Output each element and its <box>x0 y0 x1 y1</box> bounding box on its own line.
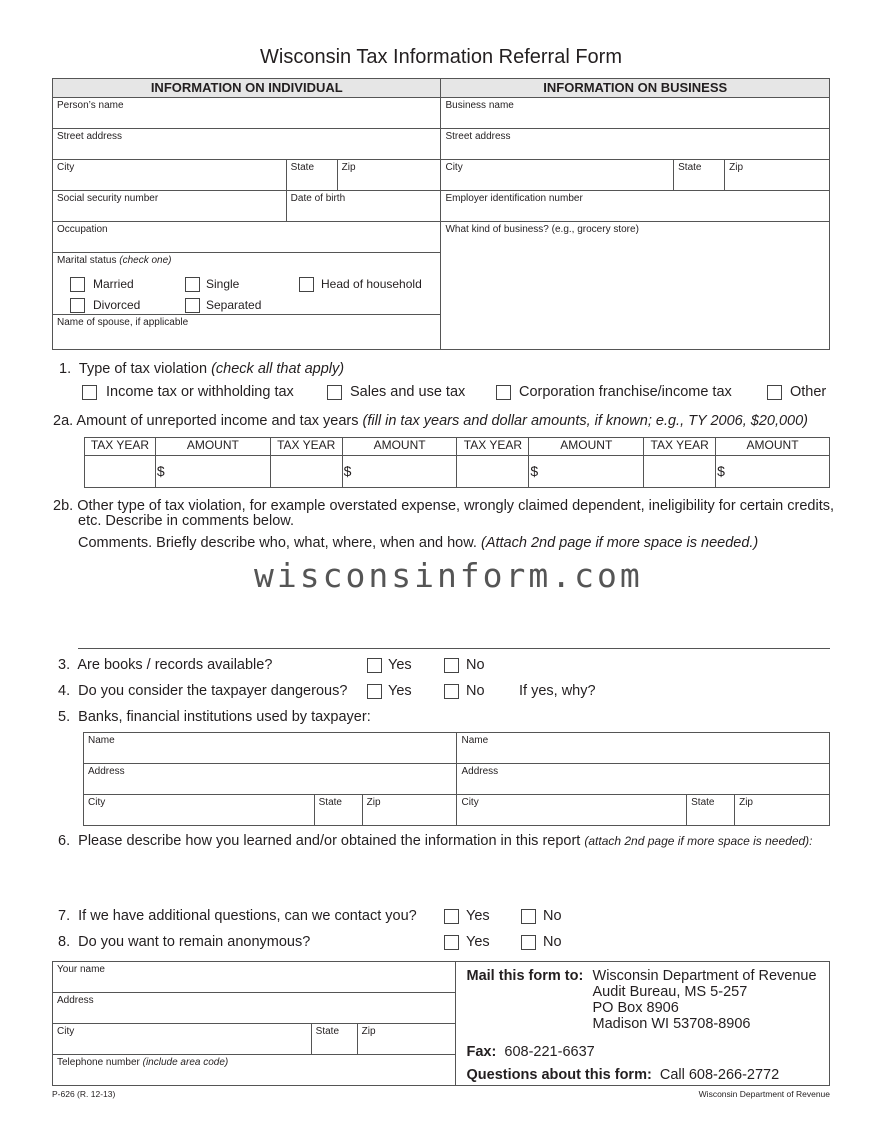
q2a-line: 2a. Amount of unreported income and tax years (fill in tax years and dollar amounts, if known; e.g., TY 2006, $20,000) <box>53 413 808 429</box>
business-name-field[interactable] <box>441 98 830 129</box>
ein-field[interactable] <box>441 191 830 222</box>
amount-input[interactable]: $ <box>342 456 457 488</box>
q4-why-label: If yes, why? <box>519 683 596 699</box>
q7-yes-option[interactable]: Yes <box>444 908 490 924</box>
bank1-name-label: Name <box>88 735 115 746</box>
q4-yes-checkbox[interactable] <box>367 684 382 699</box>
questions-line: Questions about this form: Call 608-266-2772 <box>466 1067 780 1083</box>
q3-yes-checkbox[interactable] <box>367 658 382 673</box>
business-zip-field[interactable] <box>725 160 830 191</box>
q6-line: 6. Please describe how you learned and/or obtained the information in this report (attach 2nd page if more space is needed): <box>58 833 813 849</box>
mail-info-box <box>455 962 829 1086</box>
business-street-label: Street address <box>445 131 511 142</box>
tax-year-table <box>84 437 830 488</box>
fax-line: Fax: 608-221-6637 <box>466 1044 595 1060</box>
married-option[interactable]: Married <box>70 277 134 292</box>
bank2-name-label: Name <box>461 735 489 746</box>
comments-divider <box>78 648 830 649</box>
watermark: wisconsinform.com <box>254 556 643 595</box>
telephone-field[interactable] <box>53 1055 456 1086</box>
bank2-state-label: State <box>691 797 715 808</box>
amount-input[interactable]: $ <box>529 456 644 488</box>
business-kind-label: What kind of business? (e.g., grocery store) <box>445 224 639 235</box>
tax-year-header: TAX YEAR <box>270 438 342 456</box>
other-checkbox[interactable] <box>767 385 782 400</box>
divorced-checkbox[interactable] <box>70 298 85 313</box>
q8-no-checkbox[interactable] <box>521 935 536 950</box>
form-id: P-626 (R. 12-13) <box>52 1089 116 1099</box>
corporation-checkbox[interactable] <box>496 385 511 400</box>
sales-tax-checkbox[interactable] <box>327 385 342 400</box>
business-city-label: City <box>445 162 463 173</box>
q3-yes-option[interactable]: Yes <box>367 657 412 673</box>
bank2-address-field[interactable] <box>457 764 830 795</box>
banks-table <box>83 732 830 826</box>
married-checkbox[interactable] <box>70 277 85 292</box>
q7-no-checkbox[interactable] <box>521 909 536 924</box>
q1-sales-tax-option[interactable]: Sales and use tax <box>327 384 465 400</box>
individual-header: INFORMATION ON INDIVIDUAL <box>53 79 441 98</box>
bank2-state-field[interactable] <box>687 795 735 826</box>
tax-year-header: TAX YEAR <box>644 438 716 456</box>
separated-checkbox[interactable] <box>185 298 200 313</box>
income-tax-checkbox[interactable] <box>82 385 97 400</box>
bank2-zip-field[interactable] <box>735 795 830 826</box>
spouse-name-field[interactable] <box>53 315 441 350</box>
q3-line: 3. Are books / records available? <box>58 657 273 673</box>
bank2-zip-label: Zip <box>739 797 753 808</box>
your-name-label: Your name <box>57 964 105 975</box>
q1-line: 1. Type of tax violation (check all that apply) <box>59 361 345 377</box>
q7-line: 7. If we have additional questions, can we contact you? <box>58 908 417 924</box>
q2b-line1: 2b. Other type of tax violation, for example overstated expense, wrongly claimed dependent, ineligibility for certain credits, <box>53 498 835 514</box>
mail-line1: Wisconsin Department of Revenue <box>592 968 817 984</box>
your-address-label: Address <box>57 995 94 1006</box>
amount-input[interactable]: $ <box>155 456 270 488</box>
bank1-state-field[interactable] <box>314 795 362 826</box>
tax-year-input[interactable] <box>457 456 529 488</box>
q8-line: 8. Do you want to remain anonymous? <box>58 934 311 950</box>
bank1-address-label: Address <box>88 766 125 777</box>
individual-zip-label: Zip <box>341 162 356 173</box>
business-kind-field[interactable] <box>441 222 830 350</box>
ssn-field[interactable] <box>53 191 287 222</box>
business-name-label: Business name <box>445 100 514 111</box>
your-city-field[interactable] <box>53 1024 312 1055</box>
q4-yes-option[interactable]: Yes <box>367 683 412 699</box>
your-zip-field[interactable] <box>357 1024 455 1055</box>
reporter-table <box>52 961 830 1086</box>
q1-corporation-option[interactable]: Corporation franchise/income tax <box>496 384 732 400</box>
q1-other-option[interactable]: Other <box>767 384 826 400</box>
individual-city-field[interactable] <box>53 160 287 191</box>
business-state-label: State <box>678 162 702 173</box>
dob-label: Date of birth <box>290 193 346 204</box>
mail-to-label: Mail this form to: <box>466 968 584 984</box>
tax-year-input[interactable] <box>85 456 156 488</box>
business-zip-label: Zip <box>729 162 744 173</box>
telephone-label: Telephone number (include area code) <box>57 1057 229 1068</box>
q4-no-checkbox[interactable] <box>444 684 459 699</box>
amount-input[interactable]: $ <box>716 456 830 488</box>
q8-no-option[interactable]: No <box>521 934 562 950</box>
ssn-label: Social security number <box>57 193 159 204</box>
comments-label: Comments. Briefly describe who, what, where, when and how. (Attach 2nd page if more space is needed.) <box>78 535 759 551</box>
mail-to-block <box>467 968 817 1083</box>
single-checkbox[interactable] <box>185 277 200 292</box>
amount-header: AMOUNT <box>342 438 457 456</box>
individual-street-label: Street address <box>57 131 123 142</box>
dob-field[interactable] <box>286 191 441 222</box>
tax-year-header: TAX YEAR <box>85 438 156 456</box>
individual-zip-field[interactable] <box>337 160 441 191</box>
business-state-field[interactable] <box>674 160 725 191</box>
tax-year-input[interactable] <box>270 456 342 488</box>
mail-line3: PO Box 8906 <box>592 1000 679 1016</box>
bank1-address-field[interactable] <box>84 764 457 795</box>
your-state-field[interactable] <box>311 1024 357 1055</box>
divorced-option[interactable]: Divorced <box>70 298 140 313</box>
q4-no-option[interactable]: No <box>444 683 485 699</box>
tax-year-header: TAX YEAR <box>457 438 529 456</box>
your-state-label: State <box>315 1026 340 1037</box>
business-street-field[interactable] <box>441 129 830 160</box>
q3-no-option[interactable]: No <box>444 657 485 673</box>
marital-status-group <box>53 253 441 315</box>
q8-yes-option[interactable]: Yes <box>444 934 490 950</box>
individual-business-table <box>52 78 830 350</box>
spouse-name-label: Name of spouse, if applicable <box>57 317 189 328</box>
head-of-household-checkbox[interactable] <box>299 277 314 292</box>
bank1-state-label: State <box>318 797 342 808</box>
your-address-field[interactable] <box>53 993 456 1024</box>
individual-city-label: City <box>57 162 75 173</box>
amount-header: AMOUNT <box>529 438 644 456</box>
bank2-city-label: City <box>461 797 479 808</box>
bank2-city-field[interactable] <box>457 795 687 826</box>
occupation-field[interactable] <box>53 222 441 253</box>
mail-line2: Audit Bureau, MS 5-257 <box>592 984 748 1000</box>
ein-label: Employer identification number <box>445 193 583 204</box>
q5-line: 5. Banks, financial institutions used by taxpayer: <box>58 709 371 725</box>
your-city-label: City <box>57 1026 75 1037</box>
amount-header: AMOUNT <box>155 438 270 456</box>
page-title: Wisconsin Tax Information Referral Form <box>260 46 622 68</box>
bank1-name-field[interactable] <box>84 733 457 764</box>
person-name-field[interactable] <box>53 98 441 129</box>
bank1-city-label: City <box>88 797 106 808</box>
q8-yes-checkbox[interactable] <box>444 935 459 950</box>
marital-status-label: Marital status (check one) <box>57 255 172 266</box>
bank1-zip-field[interactable] <box>362 795 457 826</box>
individual-state-label: State <box>290 162 315 173</box>
q1-income-tax-option[interactable]: Income tax or withholding tax <box>82 384 294 400</box>
your-name-field[interactable] <box>53 962 456 993</box>
head-of-household-option[interactable]: Head of household <box>299 277 422 292</box>
person-name-label: Person’s name <box>57 100 124 111</box>
bank1-zip-label: Zip <box>366 797 381 808</box>
business-city-field[interactable] <box>441 160 674 191</box>
q4-line: 4. Do you consider the taxpayer dangerous? <box>58 683 348 699</box>
q7-no-option[interactable]: No <box>521 908 562 924</box>
q7-yes-checkbox[interactable] <box>444 909 459 924</box>
your-zip-label: Zip <box>361 1026 376 1037</box>
business-header: INFORMATION ON BUSINESS <box>441 79 830 98</box>
single-option[interactable]: Single <box>185 277 239 292</box>
separated-option[interactable]: Separated <box>185 298 261 313</box>
q2b-line2: etc. Describe in comments below. <box>78 513 294 529</box>
amount-header: AMOUNT <box>716 438 830 456</box>
tax-year-input[interactable] <box>644 456 716 488</box>
footer-dept: Wisconsin Department of Revenue <box>698 1089 830 1099</box>
occupation-label: Occupation <box>57 224 108 235</box>
individual-state-field[interactable] <box>286 160 337 191</box>
mail-line4: Madison WI 53708-8906 <box>592 1016 751 1032</box>
individual-street-field[interactable] <box>53 129 441 160</box>
bank1-city-field[interactable] <box>84 795 315 826</box>
bank2-address-label: Address <box>461 766 499 777</box>
bank2-name-field[interactable] <box>457 733 830 764</box>
q3-no-checkbox[interactable] <box>444 658 459 673</box>
